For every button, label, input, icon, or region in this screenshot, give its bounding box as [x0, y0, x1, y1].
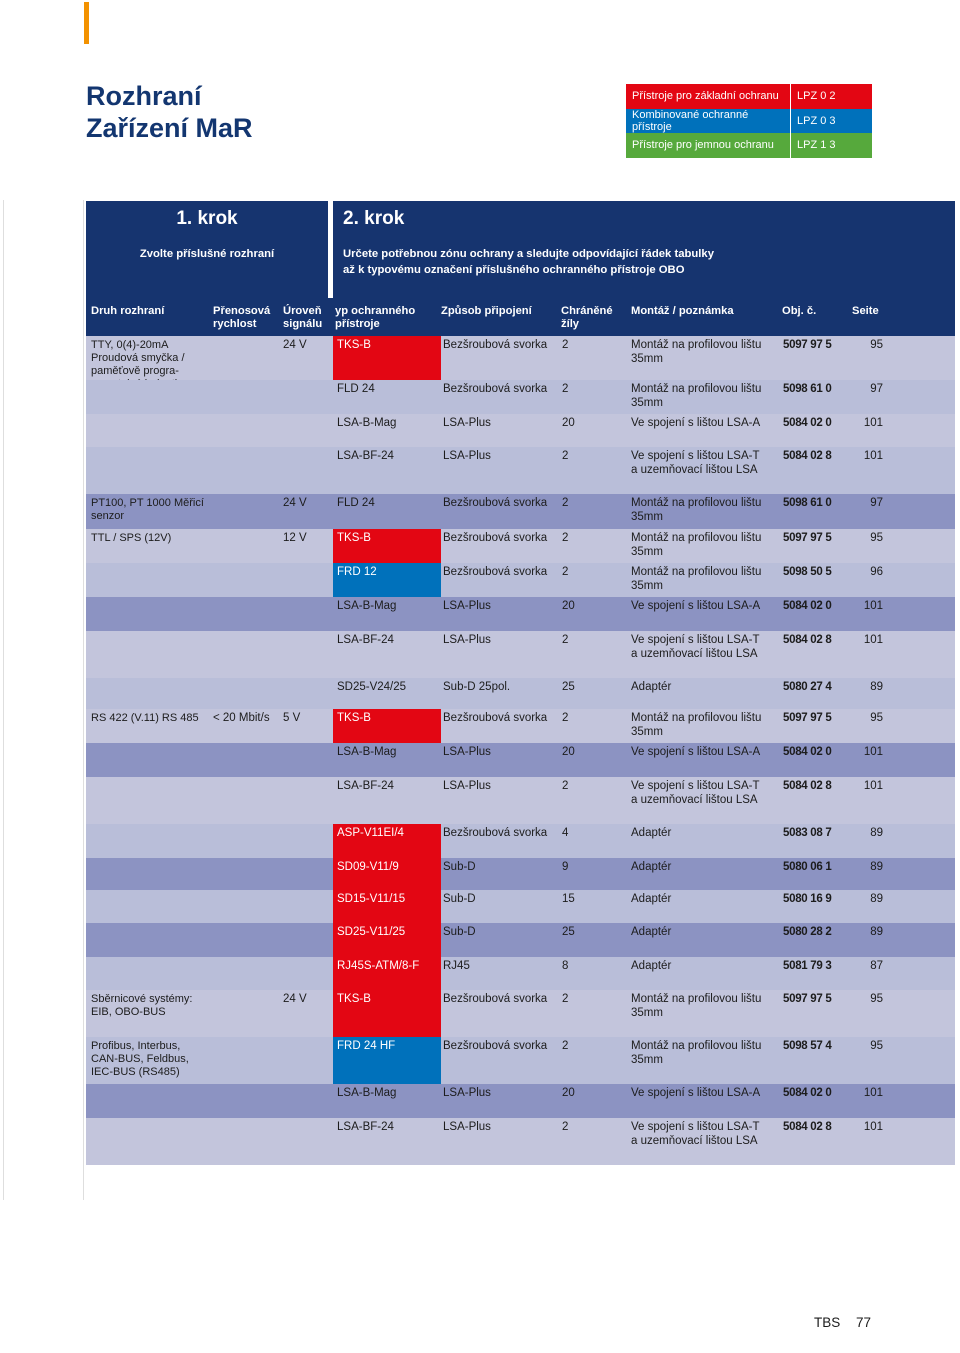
cell-seite: 97 [870, 383, 883, 395]
cell-obj: 5084 02 8 [783, 780, 832, 792]
cell-obj: 5080 27 4 [783, 681, 832, 693]
table-row [86, 990, 955, 1037]
legend-code: LPZ 0 2 [790, 84, 872, 109]
cell-typ: LSA-B-Mag [337, 746, 397, 758]
legend-label: Přístroje pro jemnou ochranu [632, 139, 774, 152]
cell-uroven: 24 V [283, 993, 307, 1005]
cell-seite: 101 [863, 1121, 883, 1133]
page-title: Rozhraní Zařízení MaR [86, 81, 253, 143]
cell-typ: LSA-BF-24 [337, 450, 394, 462]
table-row [86, 957, 955, 990]
col-druh: Druh rozhraní [91, 305, 165, 317]
col-rychlost: Přenosová rychlost [213, 305, 271, 330]
cell-obj: 5083 08 7 [783, 827, 832, 839]
cell-seite: 95 [870, 339, 883, 351]
cell-obj: 5084 02 8 [783, 450, 832, 462]
cell-druh: RS 422 (V.11) RS 485 [91, 712, 199, 724]
legend-label: Kombinované ochranné přístroje [632, 108, 749, 133]
cell-zily: 8 [562, 960, 569, 972]
cell-obj: 5084 02 8 [783, 634, 832, 646]
cell-typ: ASP-V11EI/4 [337, 827, 404, 839]
cell-zpusob: LSA-Plus [443, 600, 491, 612]
cell-zpusob: Bezšroubová svorka [443, 532, 548, 544]
cell-zpusob: Sub-D 25pol. [443, 681, 511, 693]
cell-typ: RJ45S-ATM/8-F [337, 960, 420, 972]
cell-typ: TKS-B [337, 532, 371, 544]
cell-zily: 20 [562, 1087, 575, 1099]
legend-row-combined [626, 109, 872, 134]
step2-text: Určete potřebnou zónu ochrany a sledujte odpovídající řádek tabulky až k typovému označení příslušného ochranného přístroje OBO [343, 248, 714, 276]
cell-obj: 5084 02 0 [783, 600, 832, 612]
step2-title: 2. krok [343, 208, 405, 229]
cell-zily: 2 [562, 450, 569, 462]
cell-seite: 89 [870, 861, 883, 873]
cell-montaz: Adaptér [631, 681, 672, 693]
table-row [86, 824, 955, 858]
cell-obj: 5084 02 0 [783, 417, 832, 429]
cell-zpusob: Bezšroubová svorka [443, 993, 548, 1005]
cell-zpusob: Bezšroubová svorka [443, 339, 548, 351]
cell-montaz: Montáž na profilovou lištu 35mm [631, 993, 762, 1019]
cell-zily: 15 [562, 893, 575, 905]
cell-zily: 20 [562, 417, 575, 429]
cell-montaz: Adaptér [631, 893, 672, 905]
cell-rychlost: < 20 Mbit/s [213, 712, 270, 724]
cell-obj: 5098 57 4 [783, 1040, 832, 1052]
cell-obj: 5097 97 5 [783, 712, 832, 724]
cell-typ: FLD 24 [337, 497, 375, 509]
divider [3, 200, 4, 1200]
cell-montaz: Ve spojení s lištou LSA-A [631, 417, 761, 429]
cell-zpusob: Bezšroubová svorka [443, 383, 548, 395]
cell-zily: 2 [562, 383, 569, 395]
page-number: 77 [856, 1315, 872, 1330]
cell-seite: 89 [870, 926, 883, 938]
table-row [86, 1118, 955, 1165]
table-row [86, 1037, 955, 1084]
cell-zpusob: LSA-Plus [443, 634, 491, 646]
cell-zpusob: Bezšroubová svorka [443, 712, 548, 724]
cell-seite: 101 [863, 417, 883, 429]
table-row [86, 336, 955, 380]
table-row [86, 858, 955, 890]
table-row [86, 563, 955, 597]
cell-seite: 101 [863, 634, 883, 646]
cell-zily: 2 [562, 780, 569, 792]
cell-typ: LSA-BF-24 [337, 780, 394, 792]
cell-zpusob: LSA-Plus [443, 780, 491, 792]
step1-text: Zvolte příslušné rozhraní [139, 248, 275, 260]
cell-obj: 5098 50 5 [783, 566, 832, 578]
page-footer [814, 1315, 871, 1330]
cell-zpusob: LSA-Plus [443, 746, 491, 758]
cell-obj: 5084 02 0 [783, 1087, 832, 1099]
divider [83, 200, 84, 1200]
cell-zily: 2 [562, 339, 569, 351]
cell-montaz: Montáž na profilovou lištu 35mm [631, 1040, 762, 1066]
cell-obj: 5080 28 2 [783, 926, 832, 938]
cell-seite: 101 [863, 600, 883, 612]
table-row [86, 709, 955, 743]
cell-zily: 2 [562, 1121, 569, 1133]
cell-druh: PT100, PT 1000 Měřicí senzor [91, 497, 204, 522]
cell-typ: FRD 24 HF [337, 1040, 396, 1052]
cell-montaz: Adaptér [631, 861, 672, 873]
cell-montaz: Ve spojení s lištou LSA-A [631, 746, 761, 758]
cell-seite: 89 [870, 681, 883, 693]
cell-zpusob: RJ45 [443, 960, 470, 972]
cell-zily: 2 [562, 712, 569, 724]
cell-seite: 87 [870, 960, 883, 972]
cell-typ: LSA-B-Mag [337, 600, 397, 612]
table-row [86, 923, 955, 957]
cell-zily: 2 [562, 566, 569, 578]
cell-obj: 5098 61 0 [783, 497, 832, 509]
cell-typ: SD25-V24/25 [337, 681, 407, 693]
cell-uroven: 12 V [283, 532, 307, 544]
col-zily: Chráněné žíly [561, 305, 613, 330]
cell-typ: SD09-V11/9 [337, 861, 399, 873]
table-row [86, 743, 955, 777]
cell-typ: FRD 12 [337, 566, 377, 578]
cell-montaz: Ve spojení s lištou LSA-A [631, 1087, 761, 1099]
cell-zily: 4 [562, 827, 569, 839]
cell-typ: FLD 24 [337, 383, 375, 395]
table-row [86, 380, 955, 414]
cell-zpusob: Sub-D [443, 861, 476, 873]
cell-montaz: Montáž na profilovou lištu 35mm [631, 497, 762, 523]
cell-seite: 97 [870, 497, 883, 509]
protection-legend [626, 84, 872, 158]
cell-obj: 5084 02 8 [783, 1121, 832, 1133]
cell-zily: 25 [562, 926, 575, 938]
cell-uroven: 5 V [283, 712, 301, 724]
cell-zpusob: Bezšroubová svorka [443, 827, 548, 839]
cell-montaz: Ve spojení s lištou LSA-A [631, 600, 761, 612]
cell-uroven: 24 V [283, 339, 307, 351]
cell-zily: 2 [562, 497, 569, 509]
table-row [86, 777, 955, 824]
table-row [86, 1084, 955, 1118]
table-row [86, 678, 955, 709]
col-seite: Seite [852, 305, 879, 317]
table-row [86, 447, 955, 494]
col-obj: Obj. č. [782, 305, 817, 317]
cell-seite: 101 [863, 1087, 883, 1099]
cell-obj: 5081 79 3 [783, 960, 832, 972]
cell-typ: LSA-BF-24 [337, 1121, 394, 1133]
cell-montaz: Montáž na profilovou lištu 35mm [631, 339, 762, 365]
cell-montaz: Adaptér [631, 827, 672, 839]
cell-obj: 5097 97 5 [783, 532, 832, 544]
cell-seite: 89 [870, 827, 883, 839]
cell-obj: 5098 61 0 [783, 383, 832, 395]
cell-seite: 101 [863, 450, 883, 462]
col-zpusob: Způsob připojení [441, 305, 532, 317]
cell-zily: 20 [562, 600, 575, 612]
cell-seite: 96 [870, 566, 883, 578]
step1-header [86, 201, 328, 298]
cell-uroven: 24 V [283, 497, 307, 509]
cell-seite: 89 [870, 893, 883, 905]
cell-druh: Profibus, Interbus, CAN-BUS, Feldbus, IEC-BUS (RS485) [91, 1040, 189, 1078]
cell-montaz: Montáž na profilovou lištu 35mm [631, 712, 762, 738]
cell-zily: 2 [562, 1040, 569, 1052]
table-row [86, 890, 955, 923]
col-montaz: Montáž / poznámka [631, 305, 734, 317]
cell-montaz: Ve spojení s lištou LSA-T a uzemňovací lištou LSA [631, 1121, 760, 1147]
cell-obj: 5080 16 9 [783, 893, 832, 905]
col-typ: yp ochranného přístroje [335, 305, 416, 330]
cell-druh: Sběrnicové systémy: EIB, OBO-BUS [91, 993, 193, 1018]
cell-typ: LSA-B-Mag [337, 1087, 397, 1099]
cell-montaz: Ve spojení s lištou LSA-T a uzemňovací lištou LSA [631, 634, 760, 660]
cell-zpusob: Bezšroubová svorka [443, 1040, 548, 1052]
cell-typ: SD25-V11/25 [337, 926, 406, 938]
cell-zily: 2 [562, 634, 569, 646]
cell-seite: 95 [870, 993, 883, 1005]
table-row [86, 494, 955, 529]
cell-seite: 101 [863, 746, 883, 758]
legend-code: LPZ 0 3 [790, 109, 872, 134]
cell-montaz: Ve spojení s lištou LSA-T a uzemňovací lištou LSA [631, 780, 760, 806]
cell-montaz: Montáž na profilovou lištu 35mm [631, 383, 762, 409]
cell-seite: 95 [870, 712, 883, 724]
cell-typ: LSA-BF-24 [337, 634, 394, 646]
cell-obj: 5097 97 5 [783, 993, 832, 1005]
cell-zily: 2 [562, 532, 569, 544]
cell-zily: 25 [562, 681, 575, 693]
cell-typ: TKS-B [337, 993, 371, 1005]
legend-row-fine [626, 133, 872, 158]
cell-druh: TTY, 0(4)-20mA Proudová smyčka / paměťově progra- [91, 339, 185, 377]
table-header [86, 298, 955, 336]
legend-label: Přístroje pro základní ochranu [632, 90, 779, 103]
cell-seite: 95 [870, 1040, 883, 1052]
footer-brand: TBS [814, 1315, 841, 1330]
cell-typ: SD15-V11/15 [337, 893, 406, 905]
cell-zpusob: Bezšroubová svorka [443, 497, 548, 509]
table-row [86, 529, 955, 563]
cell-typ: TKS-B [337, 339, 371, 351]
cell-zpusob: LSA-Plus [443, 450, 491, 462]
cell-seite: 101 [863, 780, 883, 792]
cell-seite: 95 [870, 532, 883, 544]
cell-zpusob: LSA-Plus [443, 1121, 491, 1133]
cell-montaz: Montáž na profilovou lištu 35mm [631, 532, 762, 558]
cell-zpusob: Sub-D [443, 926, 476, 938]
cell-montaz: Adaptér [631, 926, 672, 938]
cell-typ: LSA-B-Mag [337, 417, 397, 429]
table-row [86, 631, 955, 678]
table-row [86, 414, 955, 447]
table-row [86, 597, 955, 631]
cell-zily: 9 [562, 861, 569, 873]
cell-montaz: Ve spojení s lištou LSA-T a uzemňovací lištou LSA [631, 450, 760, 476]
cell-zily: 2 [562, 993, 569, 1005]
cell-montaz: Adaptér [631, 960, 672, 972]
step1-title: 1. krok [176, 208, 238, 229]
cell-obj: 5080 06 1 [783, 861, 832, 873]
cell-zpusob: LSA-Plus [443, 1087, 491, 1099]
cell-druh: TTL / SPS (12V) [91, 532, 172, 544]
cell-zpusob: Sub-D [443, 893, 476, 905]
cell-obj: 5097 97 5 [783, 339, 832, 351]
cell-typ: TKS-B [337, 712, 371, 724]
cell-zpusob: LSA-Plus [443, 417, 491, 429]
legend-code: LPZ 1 3 [790, 133, 872, 158]
cell-zpusob: Bezšroubová svorka [443, 566, 548, 578]
cell-zily: 20 [562, 746, 575, 758]
cell-montaz: Montáž na profilovou lištu 35mm [631, 566, 762, 592]
col-uroven: Úroveň signálu [283, 305, 323, 330]
cell-obj: 5084 02 0 [783, 746, 832, 758]
legend-row-basic [626, 84, 872, 109]
step2-header [333, 201, 955, 298]
orange-accent-bar [84, 2, 89, 44]
